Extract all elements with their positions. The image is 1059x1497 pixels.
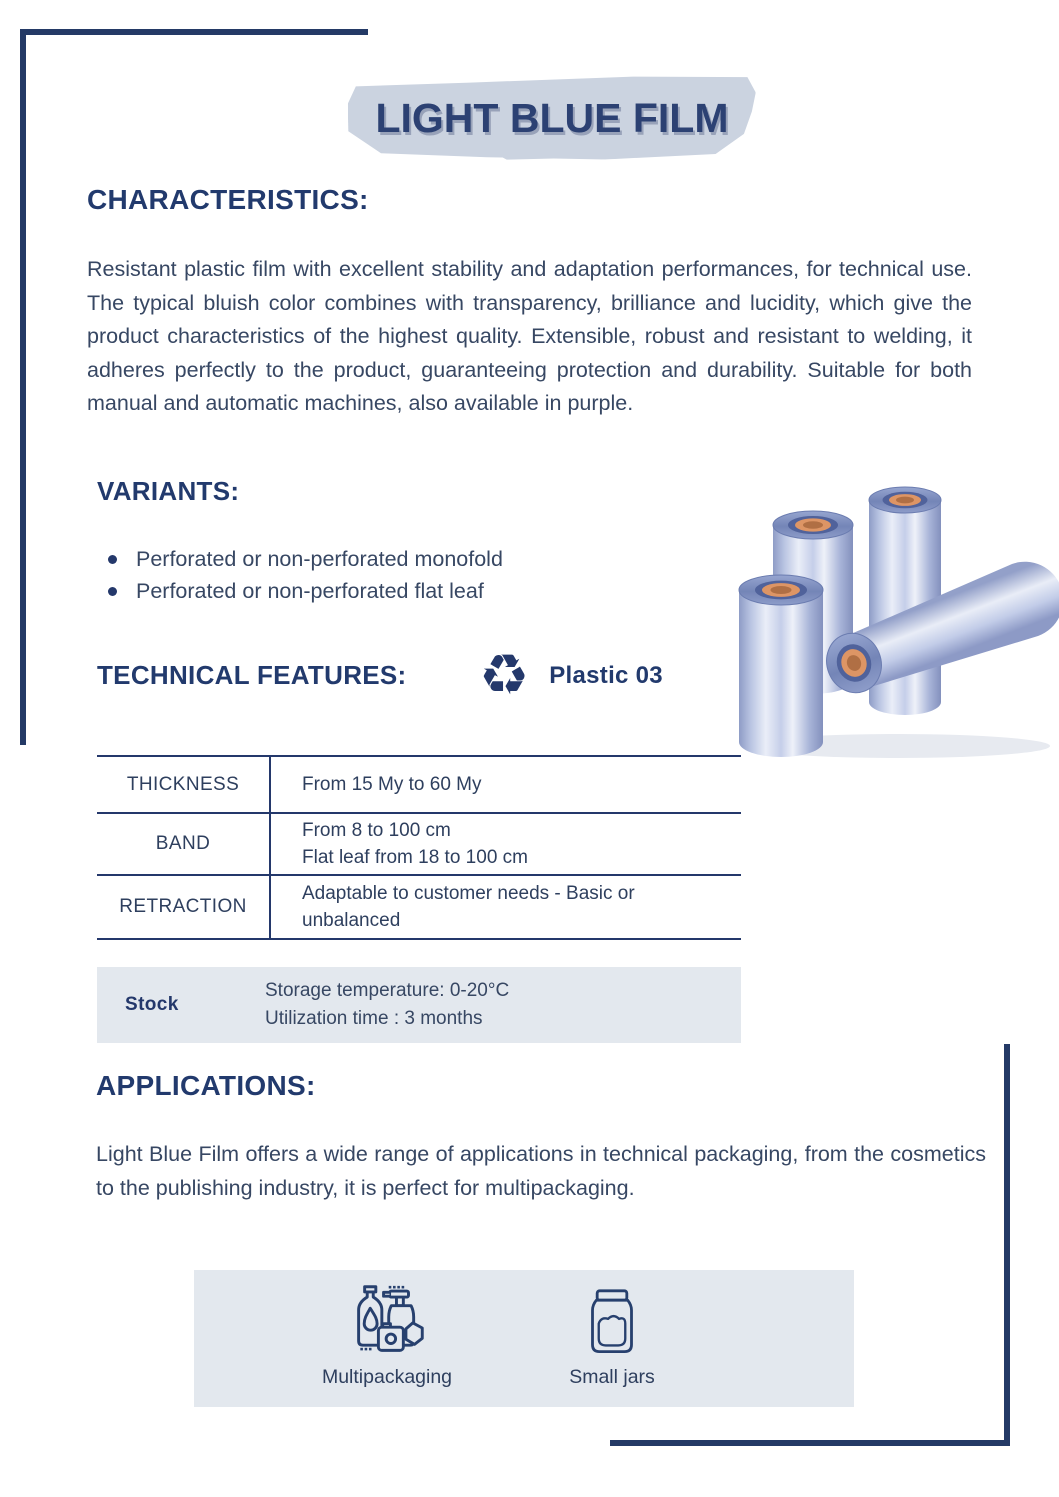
variant-label: Perforated or non-perforated flat leaf bbox=[136, 578, 484, 603]
list-item bbox=[108, 543, 503, 575]
recycle-icon: ♻ bbox=[479, 643, 530, 708]
characteristics-body: Resistant plastic film with excellent stability and adaptation performances, for technical use. The typical bluish color combines with transparency, brilliance and lucidity, which give the product characteristics of the highest quality. Extensible, robust and resistant to welding, it adheres perfectly to the product, guaranteeing protection and durability. Suitable for both manual and automatic machines, also available in purple. bbox=[87, 257, 972, 415]
multipackaging-icon bbox=[344, 1284, 430, 1360]
applications-heading: APPLICATIONS: bbox=[96, 1070, 316, 1101]
page-title: LIGHT BLUE FILM bbox=[375, 95, 729, 141]
utilization-time: Utilization time : 3 months bbox=[265, 1008, 483, 1029]
plastic-badge-label: Plastic 03 bbox=[549, 662, 663, 689]
small-jars-icon bbox=[573, 1284, 651, 1360]
variants-list bbox=[108, 543, 503, 607]
spec-value: Adaptable to customer needs - Basic or unbalanced bbox=[302, 883, 635, 931]
spec-value: From 8 to 100 cm Flat leaf from 18 to 100 cm bbox=[302, 820, 528, 868]
film-rolls-image bbox=[728, 440, 1059, 762]
spec-label: THICKNESS bbox=[126, 773, 240, 795]
table-row bbox=[97, 755, 741, 812]
bullet-icon bbox=[108, 555, 117, 564]
bottom-right-border-vertical bbox=[1004, 1044, 1010, 1446]
stock-details bbox=[265, 977, 509, 1033]
application-label: Small jars bbox=[569, 1366, 655, 1388]
table-row bbox=[97, 874, 741, 938]
spec-label: BAND bbox=[155, 833, 211, 854]
variant-label: Perforated or non-perforated monofold bbox=[136, 546, 503, 571]
table-column-divider bbox=[269, 755, 271, 938]
spec-label: RETRACTION bbox=[119, 896, 247, 917]
stock-panel bbox=[97, 967, 741, 1043]
application-label: Multipackaging bbox=[321, 1366, 453, 1388]
plastic-badge bbox=[479, 643, 663, 708]
bullet-icon bbox=[108, 587, 117, 596]
film-roll bbox=[739, 575, 823, 757]
stock-label: Stock bbox=[125, 994, 179, 1015]
technical-features-heading: TECHNICAL FEATURES: bbox=[97, 660, 407, 690]
list-item bbox=[108, 575, 503, 607]
table-row bbox=[97, 812, 741, 874]
storage-temperature: Storage temperature: 0-20°C bbox=[265, 980, 510, 1001]
application-multipackaging bbox=[282, 1284, 492, 1389]
top-left-border-horizontal bbox=[20, 29, 368, 35]
variants-heading: VARIANTS: bbox=[97, 476, 240, 506]
applications-body: Light Blue Film offers a wide range of applications in technical packaging, from the cosmetics to the publishing industry, it is perfect for multipackaging. bbox=[96, 1142, 986, 1200]
characteristics-heading: CHARACTERISTICS: bbox=[87, 184, 369, 215]
application-small-jars bbox=[507, 1284, 717, 1389]
spec-value: From 15 My to 60 My bbox=[302, 774, 482, 795]
bottom-right-border-horizontal bbox=[610, 1440, 1010, 1446]
title-block bbox=[348, 74, 756, 160]
applications-panel bbox=[194, 1270, 854, 1407]
top-left-border-vertical bbox=[20, 29, 26, 745]
spec-table bbox=[97, 755, 741, 940]
